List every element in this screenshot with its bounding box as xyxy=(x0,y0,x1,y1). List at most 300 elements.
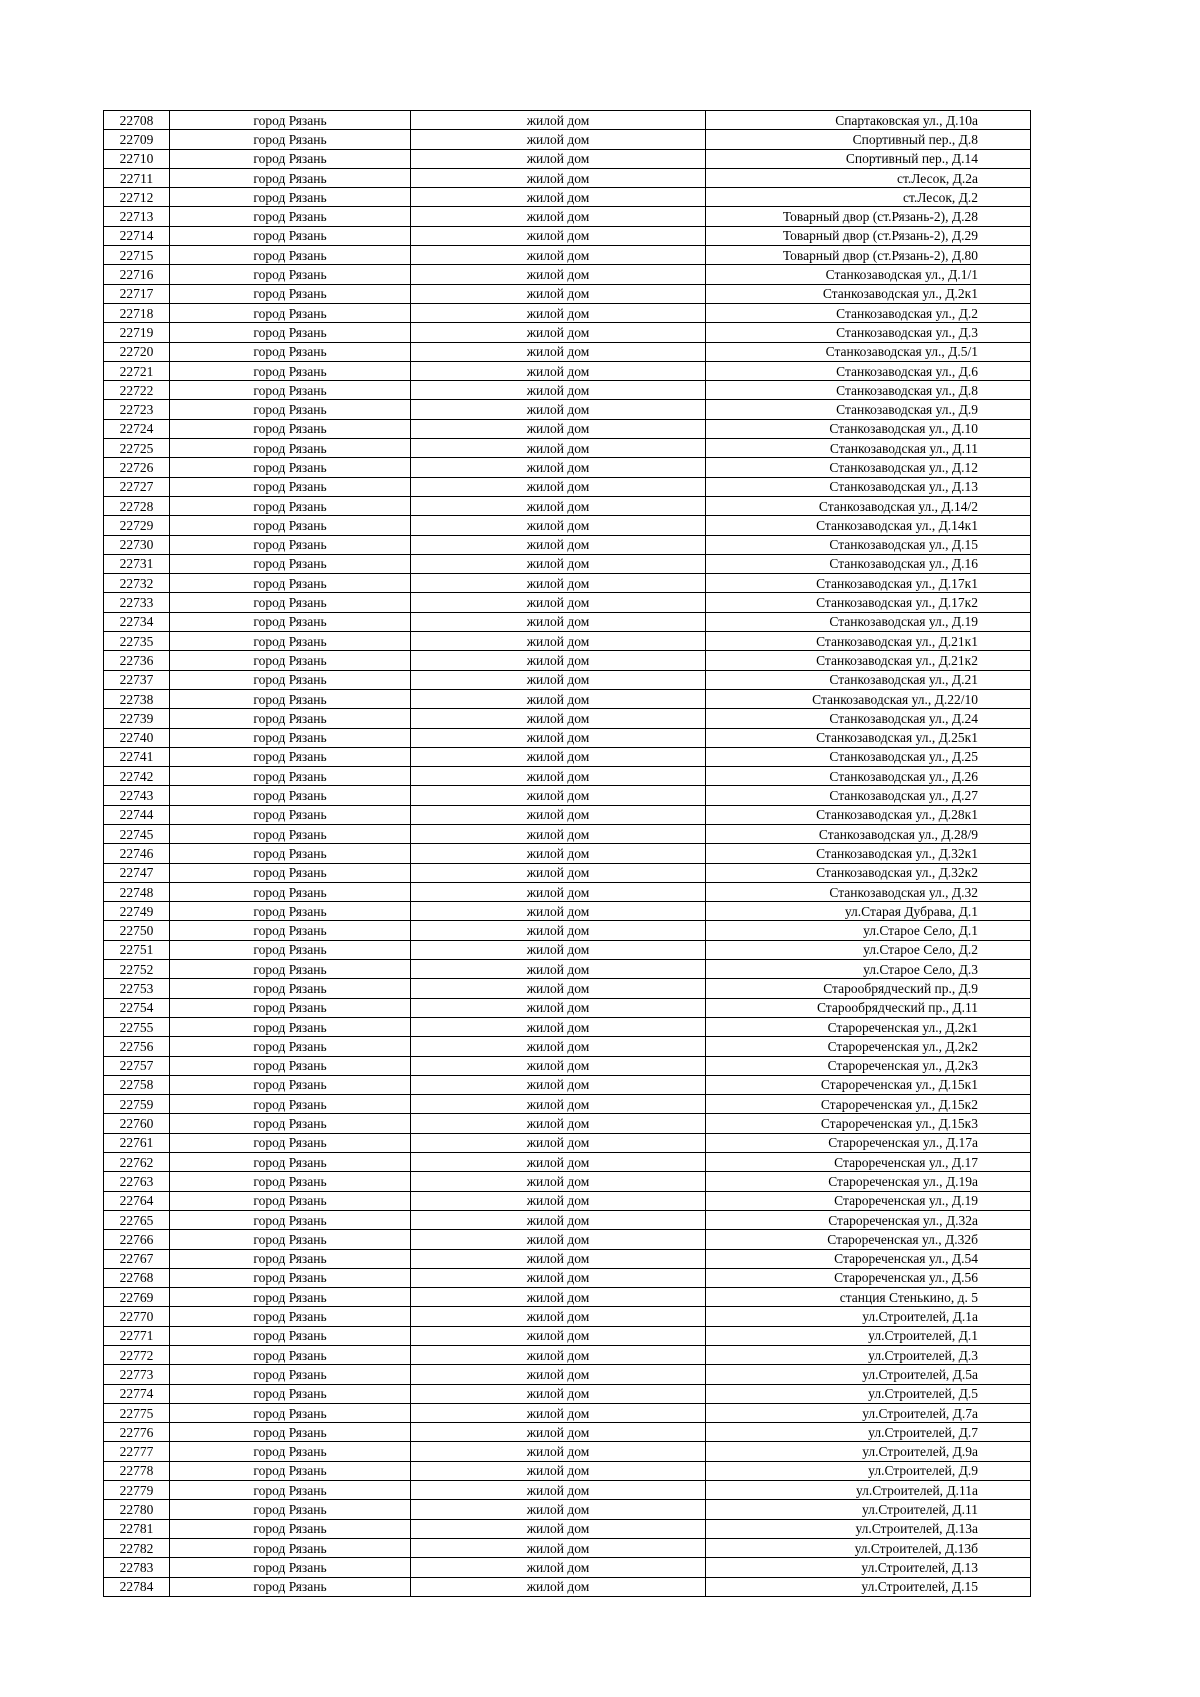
record-number: 22733 xyxy=(104,593,170,612)
record-number: 22722 xyxy=(104,381,170,400)
address-cell: Старообрядческий пр., Д.11 xyxy=(706,998,1031,1017)
settlement-cell: город Рязань xyxy=(170,998,411,1017)
address-cell: Станкозаводская ул., Д.12 xyxy=(706,458,1031,477)
record-number: 22771 xyxy=(104,1326,170,1345)
settlement-cell: город Рязань xyxy=(170,1442,411,1461)
object-type-cell: жилой дом xyxy=(411,1538,706,1557)
object-type-cell: жилой дом xyxy=(411,1307,706,1326)
address-cell: Станкозаводская ул., Д.14/2 xyxy=(706,496,1031,515)
record-number: 22761 xyxy=(104,1133,170,1152)
address-cell: ул.Строителей, Д.13 xyxy=(706,1558,1031,1577)
address-cell: ул.Строителей, Д.9а xyxy=(706,1442,1031,1461)
record-number: 22736 xyxy=(104,651,170,670)
table-row xyxy=(104,767,1031,786)
address-cell: ул.Строителей, Д.13б xyxy=(706,1538,1031,1557)
table-row xyxy=(104,1268,1031,1287)
address-cell: ул.Строителей, Д.5а xyxy=(706,1365,1031,1384)
settlement-cell: город Рязань xyxy=(170,940,411,959)
table-row xyxy=(104,1153,1031,1172)
record-number: 22720 xyxy=(104,342,170,361)
record-number: 22717 xyxy=(104,284,170,303)
object-type-cell: жилой дом xyxy=(411,1017,706,1036)
record-number: 22747 xyxy=(104,863,170,882)
object-type-cell: жилой дом xyxy=(411,188,706,207)
settlement-cell: город Рязань xyxy=(170,1326,411,1345)
table-row xyxy=(104,1442,1031,1461)
object-type-cell: жилой дом xyxy=(411,1268,706,1287)
settlement-cell: город Рязань xyxy=(170,265,411,284)
table-row xyxy=(104,670,1031,689)
record-number: 22744 xyxy=(104,805,170,824)
object-type-cell: жилой дом xyxy=(411,1481,706,1500)
object-type-cell: жилой дом xyxy=(411,1037,706,1056)
settlement-cell: город Рязань xyxy=(170,342,411,361)
object-type-cell: жилой дом xyxy=(411,284,706,303)
object-type-cell: жилой дом xyxy=(411,168,706,187)
table-row xyxy=(104,265,1031,284)
table-row xyxy=(104,979,1031,998)
settlement-cell: город Рязань xyxy=(170,111,411,130)
object-type-cell: жилой дом xyxy=(411,1172,706,1191)
table-row xyxy=(104,1095,1031,1114)
object-type-cell: жилой дом xyxy=(411,1500,706,1519)
object-type-cell: жилой дом xyxy=(411,323,706,342)
table-row xyxy=(104,728,1031,747)
object-type-cell: жилой дом xyxy=(411,1384,706,1403)
settlement-cell: город Рязань xyxy=(170,1056,411,1075)
settlement-cell: город Рязань xyxy=(170,1153,411,1172)
address-cell: Старореченская ул., Д.15к1 xyxy=(706,1075,1031,1094)
settlement-cell: город Рязань xyxy=(170,882,411,901)
record-number: 22753 xyxy=(104,979,170,998)
object-type-cell: жилой дом xyxy=(411,670,706,689)
record-number: 22716 xyxy=(104,265,170,284)
object-type-cell: жилой дом xyxy=(411,1095,706,1114)
record-number: 22743 xyxy=(104,786,170,805)
record-number: 22766 xyxy=(104,1230,170,1249)
address-cell: Товарный двор (ст.Рязань-2), Д.28 xyxy=(706,207,1031,226)
table-row xyxy=(104,882,1031,901)
table-row xyxy=(104,1172,1031,1191)
address-cell: Старореченская ул., Д.17 xyxy=(706,1153,1031,1172)
address-cell: ул.Строителей, Д.9 xyxy=(706,1461,1031,1480)
object-type-cell: жилой дом xyxy=(411,207,706,226)
settlement-cell: город Рязань xyxy=(170,381,411,400)
table-row xyxy=(104,1346,1031,1365)
object-type-cell: жилой дом xyxy=(411,1442,706,1461)
table-row xyxy=(104,477,1031,496)
record-number: 22773 xyxy=(104,1365,170,1384)
record-number: 22729 xyxy=(104,516,170,535)
settlement-cell: город Рязань xyxy=(170,516,411,535)
address-cell: Станкозаводская ул., Д.24 xyxy=(706,709,1031,728)
settlement-cell: город Рязань xyxy=(170,535,411,554)
table-row xyxy=(104,303,1031,322)
object-type-cell: жилой дом xyxy=(411,554,706,573)
address-cell: Старореченская ул., Д.2к3 xyxy=(706,1056,1031,1075)
settlement-cell: город Рязань xyxy=(170,1249,411,1268)
object-type-cell: жилой дом xyxy=(411,709,706,728)
address-cell: Спортивный пер., Д.14 xyxy=(706,149,1031,168)
settlement-cell: город Рязань xyxy=(170,246,411,265)
address-cell: Старореченская ул., Д.54 xyxy=(706,1249,1031,1268)
settlement-cell: город Рязань xyxy=(170,1481,411,1500)
settlement-cell: город Рязань xyxy=(170,1500,411,1519)
settlement-cell: город Рязань xyxy=(170,1095,411,1114)
object-type-cell: жилой дом xyxy=(411,246,706,265)
object-type-cell: жилой дом xyxy=(411,1461,706,1480)
record-number: 22750 xyxy=(104,921,170,940)
settlement-cell: город Рязань xyxy=(170,767,411,786)
settlement-cell: город Рязань xyxy=(170,1538,411,1557)
settlement-cell: город Рязань xyxy=(170,747,411,766)
address-cell: ул.Старое Село, Д.3 xyxy=(706,960,1031,979)
address-cell: Станкозаводская ул., Д.8 xyxy=(706,381,1031,400)
settlement-cell: город Рязань xyxy=(170,612,411,631)
address-cell: Станкозаводская ул., Д.5/1 xyxy=(706,342,1031,361)
settlement-cell: город Рязань xyxy=(170,670,411,689)
address-cell: Станкозаводская ул., Д.32 xyxy=(706,882,1031,901)
record-number: 22748 xyxy=(104,882,170,901)
record-number: 22768 xyxy=(104,1268,170,1287)
table-row xyxy=(104,960,1031,979)
object-type-cell: жилой дом xyxy=(411,535,706,554)
settlement-cell: город Рязань xyxy=(170,130,411,149)
object-type-cell: жилой дом xyxy=(411,767,706,786)
record-number: 22739 xyxy=(104,709,170,728)
table-row xyxy=(104,902,1031,921)
settlement-cell: город Рязань xyxy=(170,1403,411,1422)
table-row xyxy=(104,1403,1031,1422)
settlement-cell: город Рязань xyxy=(170,284,411,303)
address-cell: Станкозаводская ул., Д.17к2 xyxy=(706,593,1031,612)
address-cell: Станкозаводская ул., Д.28к1 xyxy=(706,805,1031,824)
object-type-cell: жилой дом xyxy=(411,747,706,766)
address-cell: Станкозаводская ул., Д.21к2 xyxy=(706,651,1031,670)
address-cell: Станкозаводская ул., Д.3 xyxy=(706,323,1031,342)
table-row xyxy=(104,747,1031,766)
address-cell: ул.Строителей, Д.13а xyxy=(706,1519,1031,1538)
object-type-cell: жилой дом xyxy=(411,902,706,921)
table-row xyxy=(104,1017,1031,1036)
record-number: 22767 xyxy=(104,1249,170,1268)
table-row xyxy=(104,496,1031,515)
address-cell: ст.Лесок, Д.2 xyxy=(706,188,1031,207)
address-cell: Спортивный пер., Д.8 xyxy=(706,130,1031,149)
settlement-cell: город Рязань xyxy=(170,1172,411,1191)
table-row xyxy=(104,111,1031,130)
address-cell: Станкозаводская ул., Д.25к1 xyxy=(706,728,1031,747)
table-row xyxy=(104,844,1031,863)
record-number: 22755 xyxy=(104,1017,170,1036)
table-row xyxy=(104,554,1031,573)
object-type-cell: жилой дом xyxy=(411,844,706,863)
table-row xyxy=(104,1288,1031,1307)
address-cell: Станкозаводская ул., Д.17к1 xyxy=(706,574,1031,593)
object-type-cell: жилой дом xyxy=(411,516,706,535)
settlement-cell: город Рязань xyxy=(170,1423,411,1442)
settlement-cell: город Рязань xyxy=(170,960,411,979)
settlement-cell: город Рязань xyxy=(170,574,411,593)
table-row xyxy=(104,1230,1031,1249)
object-type-cell: жилой дом xyxy=(411,381,706,400)
record-number: 22756 xyxy=(104,1037,170,1056)
object-type-cell: жилой дом xyxy=(411,1153,706,1172)
address-cell: Станкозаводская ул., Д.21к1 xyxy=(706,632,1031,651)
object-type-cell: жилой дом xyxy=(411,1577,706,1596)
record-number: 22728 xyxy=(104,496,170,515)
object-type-cell: жилой дом xyxy=(411,361,706,380)
object-type-cell: жилой дом xyxy=(411,651,706,670)
settlement-cell: город Рязань xyxy=(170,554,411,573)
settlement-cell: город Рязань xyxy=(170,1017,411,1036)
table-row xyxy=(104,1519,1031,1538)
object-type-cell: жилой дом xyxy=(411,400,706,419)
record-number: 22732 xyxy=(104,574,170,593)
record-number: 22780 xyxy=(104,1500,170,1519)
address-cell: Станкозаводская ул., Д.26 xyxy=(706,767,1031,786)
table-row xyxy=(104,612,1031,631)
object-type-cell: жилой дом xyxy=(411,1519,706,1538)
table-row xyxy=(104,805,1031,824)
settlement-cell: город Рязань xyxy=(170,1210,411,1229)
settlement-cell: город Рязань xyxy=(170,1519,411,1538)
record-number: 22735 xyxy=(104,632,170,651)
object-type-cell: жилой дом xyxy=(411,805,706,824)
record-number: 22754 xyxy=(104,998,170,1017)
object-type-cell: жилой дом xyxy=(411,921,706,940)
object-type-cell: жилой дом xyxy=(411,632,706,651)
address-cell: Старореченская ул., Д.2к2 xyxy=(706,1037,1031,1056)
record-number: 22713 xyxy=(104,207,170,226)
address-cell: ул.Строителей, Д.7 xyxy=(706,1423,1031,1442)
record-number: 22745 xyxy=(104,824,170,843)
record-number: 22740 xyxy=(104,728,170,747)
object-type-cell: жилой дом xyxy=(411,1423,706,1442)
settlement-cell: город Рязань xyxy=(170,226,411,245)
table-row xyxy=(104,1461,1031,1480)
table-row xyxy=(104,1075,1031,1094)
object-type-cell: жилой дом xyxy=(411,1249,706,1268)
table-row xyxy=(104,458,1031,477)
object-type-cell: жилой дом xyxy=(411,1191,706,1210)
object-type-cell: жилой дом xyxy=(411,265,706,284)
table-row xyxy=(104,400,1031,419)
settlement-cell: город Рязань xyxy=(170,1558,411,1577)
object-type-cell: жилой дом xyxy=(411,1056,706,1075)
address-cell: Старореченская ул., Д.15к2 xyxy=(706,1095,1031,1114)
table-row xyxy=(104,921,1031,940)
settlement-cell: город Рязань xyxy=(170,921,411,940)
table-row xyxy=(104,689,1031,708)
settlement-cell: город Рязань xyxy=(170,1384,411,1403)
address-cell: Станкозаводская ул., Д.32к1 xyxy=(706,844,1031,863)
address-cell: Товарный двор (ст.Рязань-2), Д.29 xyxy=(706,226,1031,245)
settlement-cell: город Рязань xyxy=(170,651,411,670)
table-row xyxy=(104,1384,1031,1403)
address-cell: Станкозаводская ул., Д.11 xyxy=(706,439,1031,458)
object-type-cell: жилой дом xyxy=(411,574,706,593)
object-type-cell: жилой дом xyxy=(411,1114,706,1133)
address-cell: ст.Лесок, Д.2а xyxy=(706,168,1031,187)
object-type-cell: жилой дом xyxy=(411,728,706,747)
table-row xyxy=(104,516,1031,535)
record-number: 22775 xyxy=(104,1403,170,1422)
settlement-cell: город Рязань xyxy=(170,1075,411,1094)
record-number: 22718 xyxy=(104,303,170,322)
table-row xyxy=(104,1037,1031,1056)
record-number: 22778 xyxy=(104,1461,170,1480)
table-row xyxy=(104,593,1031,612)
record-number: 22757 xyxy=(104,1056,170,1075)
record-number: 22760 xyxy=(104,1114,170,1133)
settlement-cell: город Рязань xyxy=(170,323,411,342)
address-cell: Станкозаводская ул., Д.2к1 xyxy=(706,284,1031,303)
settlement-cell: город Рязань xyxy=(170,824,411,843)
settlement-cell: город Рязань xyxy=(170,709,411,728)
address-cell: Старореченская ул., Д.32а xyxy=(706,1210,1031,1229)
record-number: 22721 xyxy=(104,361,170,380)
record-number: 22774 xyxy=(104,1384,170,1403)
settlement-cell: город Рязань xyxy=(170,1307,411,1326)
object-type-cell: жилой дом xyxy=(411,303,706,322)
address-cell: станция Стенькино, д. 5 xyxy=(706,1288,1031,1307)
object-type-cell: жилой дом xyxy=(411,1133,706,1152)
object-type-cell: жилой дом xyxy=(411,477,706,496)
object-type-cell: жилой дом xyxy=(411,1403,706,1422)
object-type-cell: жилой дом xyxy=(411,1558,706,1577)
object-type-cell: жилой дом xyxy=(411,1230,706,1249)
table-row xyxy=(104,1307,1031,1326)
record-number: 22765 xyxy=(104,1210,170,1229)
address-cell: Старореченская ул., Д.17а xyxy=(706,1133,1031,1152)
record-number: 22770 xyxy=(104,1307,170,1326)
table-row xyxy=(104,863,1031,882)
table-row xyxy=(104,1133,1031,1152)
address-cell: ул.Старое Село, Д.2 xyxy=(706,940,1031,959)
table-row xyxy=(104,188,1031,207)
record-number: 22769 xyxy=(104,1288,170,1307)
address-cell: Станкозаводская ул., Д.10 xyxy=(706,419,1031,438)
record-number: 22742 xyxy=(104,767,170,786)
table-row xyxy=(104,1481,1031,1500)
object-type-cell: жилой дом xyxy=(411,1346,706,1365)
settlement-cell: город Рязань xyxy=(170,979,411,998)
record-number: 22784 xyxy=(104,1577,170,1596)
object-type-cell: жилой дом xyxy=(411,998,706,1017)
record-number: 22731 xyxy=(104,554,170,573)
object-type-cell: жилой дом xyxy=(411,689,706,708)
object-type-cell: жилой дом xyxy=(411,111,706,130)
record-number: 22730 xyxy=(104,535,170,554)
object-type-cell: жилой дом xyxy=(411,612,706,631)
object-type-cell: жилой дом xyxy=(411,863,706,882)
settlement-cell: город Рязань xyxy=(170,361,411,380)
settlement-cell: город Рязань xyxy=(170,439,411,458)
object-type-cell: жилой дом xyxy=(411,940,706,959)
settlement-cell: город Рязань xyxy=(170,149,411,168)
settlement-cell: город Рязань xyxy=(170,902,411,921)
table-row xyxy=(104,246,1031,265)
object-type-cell: жилой дом xyxy=(411,593,706,612)
object-type-cell: жилой дом xyxy=(411,1365,706,1384)
table-row xyxy=(104,1558,1031,1577)
address-cell: Станкозаводская ул., Д.27 xyxy=(706,786,1031,805)
record-number: 22708 xyxy=(104,111,170,130)
settlement-cell: город Рязань xyxy=(170,207,411,226)
table-row xyxy=(104,284,1031,303)
record-number: 22741 xyxy=(104,747,170,766)
address-cell: Станкозаводская ул., Д.14к1 xyxy=(706,516,1031,535)
table-row xyxy=(104,342,1031,361)
object-type-cell: жилой дом xyxy=(411,882,706,901)
address-cell: Станкозаводская ул., Д.2 xyxy=(706,303,1031,322)
object-type-cell: жилой дом xyxy=(411,1288,706,1307)
table-row xyxy=(104,323,1031,342)
record-number: 22752 xyxy=(104,960,170,979)
record-number: 22727 xyxy=(104,477,170,496)
address-cell: ул.Строителей, Д.5 xyxy=(706,1384,1031,1403)
address-cell: Станкозаводская ул., Д.16 xyxy=(706,554,1031,573)
object-type-cell: жилой дом xyxy=(411,439,706,458)
record-number: 22715 xyxy=(104,246,170,265)
record-number: 22723 xyxy=(104,400,170,419)
settlement-cell: город Рязань xyxy=(170,786,411,805)
table-row xyxy=(104,1538,1031,1557)
settlement-cell: город Рязань xyxy=(170,1230,411,1249)
record-number: 22777 xyxy=(104,1442,170,1461)
table-row xyxy=(104,1249,1031,1268)
record-number: 22712 xyxy=(104,188,170,207)
settlement-cell: город Рязань xyxy=(170,303,411,322)
address-cell: Станкозаводская ул., Д.22/10 xyxy=(706,689,1031,708)
record-number: 22776 xyxy=(104,1423,170,1442)
object-type-cell: жилой дом xyxy=(411,419,706,438)
record-number: 22724 xyxy=(104,419,170,438)
record-number: 22738 xyxy=(104,689,170,708)
settlement-cell: город Рязань xyxy=(170,477,411,496)
record-number: 22725 xyxy=(104,439,170,458)
settlement-cell: город Рязань xyxy=(170,458,411,477)
table-row xyxy=(104,1210,1031,1229)
address-cell: Станкозаводская ул., Д.9 xyxy=(706,400,1031,419)
address-cell: Спартаковская ул., Д.10а xyxy=(706,111,1031,130)
address-cell: Станкозаводская ул., Д.6 xyxy=(706,361,1031,380)
settlement-cell: город Рязань xyxy=(170,1461,411,1480)
table-row xyxy=(104,226,1031,245)
address-cell: Станкозаводская ул., Д.25 xyxy=(706,747,1031,766)
address-cell: Старореченская ул., Д.19 xyxy=(706,1191,1031,1210)
table-row xyxy=(104,381,1031,400)
record-number: 22783 xyxy=(104,1558,170,1577)
address-cell: Станкозаводская ул., Д.28/9 xyxy=(706,824,1031,843)
record-number: 22734 xyxy=(104,612,170,631)
record-number: 22726 xyxy=(104,458,170,477)
record-number: 22737 xyxy=(104,670,170,689)
record-number: 22779 xyxy=(104,1481,170,1500)
address-cell: Старообрядческий пр., Д.9 xyxy=(706,979,1031,998)
address-cell: Станкозаводская ул., Д.19 xyxy=(706,612,1031,631)
record-number: 22714 xyxy=(104,226,170,245)
settlement-cell: город Рязань xyxy=(170,188,411,207)
table-row xyxy=(104,940,1031,959)
address-cell: Станкозаводская ул., Д.1/1 xyxy=(706,265,1031,284)
settlement-cell: город Рязань xyxy=(170,728,411,747)
table-row xyxy=(104,824,1031,843)
settlement-cell: город Рязань xyxy=(170,496,411,515)
object-type-cell: жилой дом xyxy=(411,1210,706,1229)
record-number: 22781 xyxy=(104,1519,170,1538)
